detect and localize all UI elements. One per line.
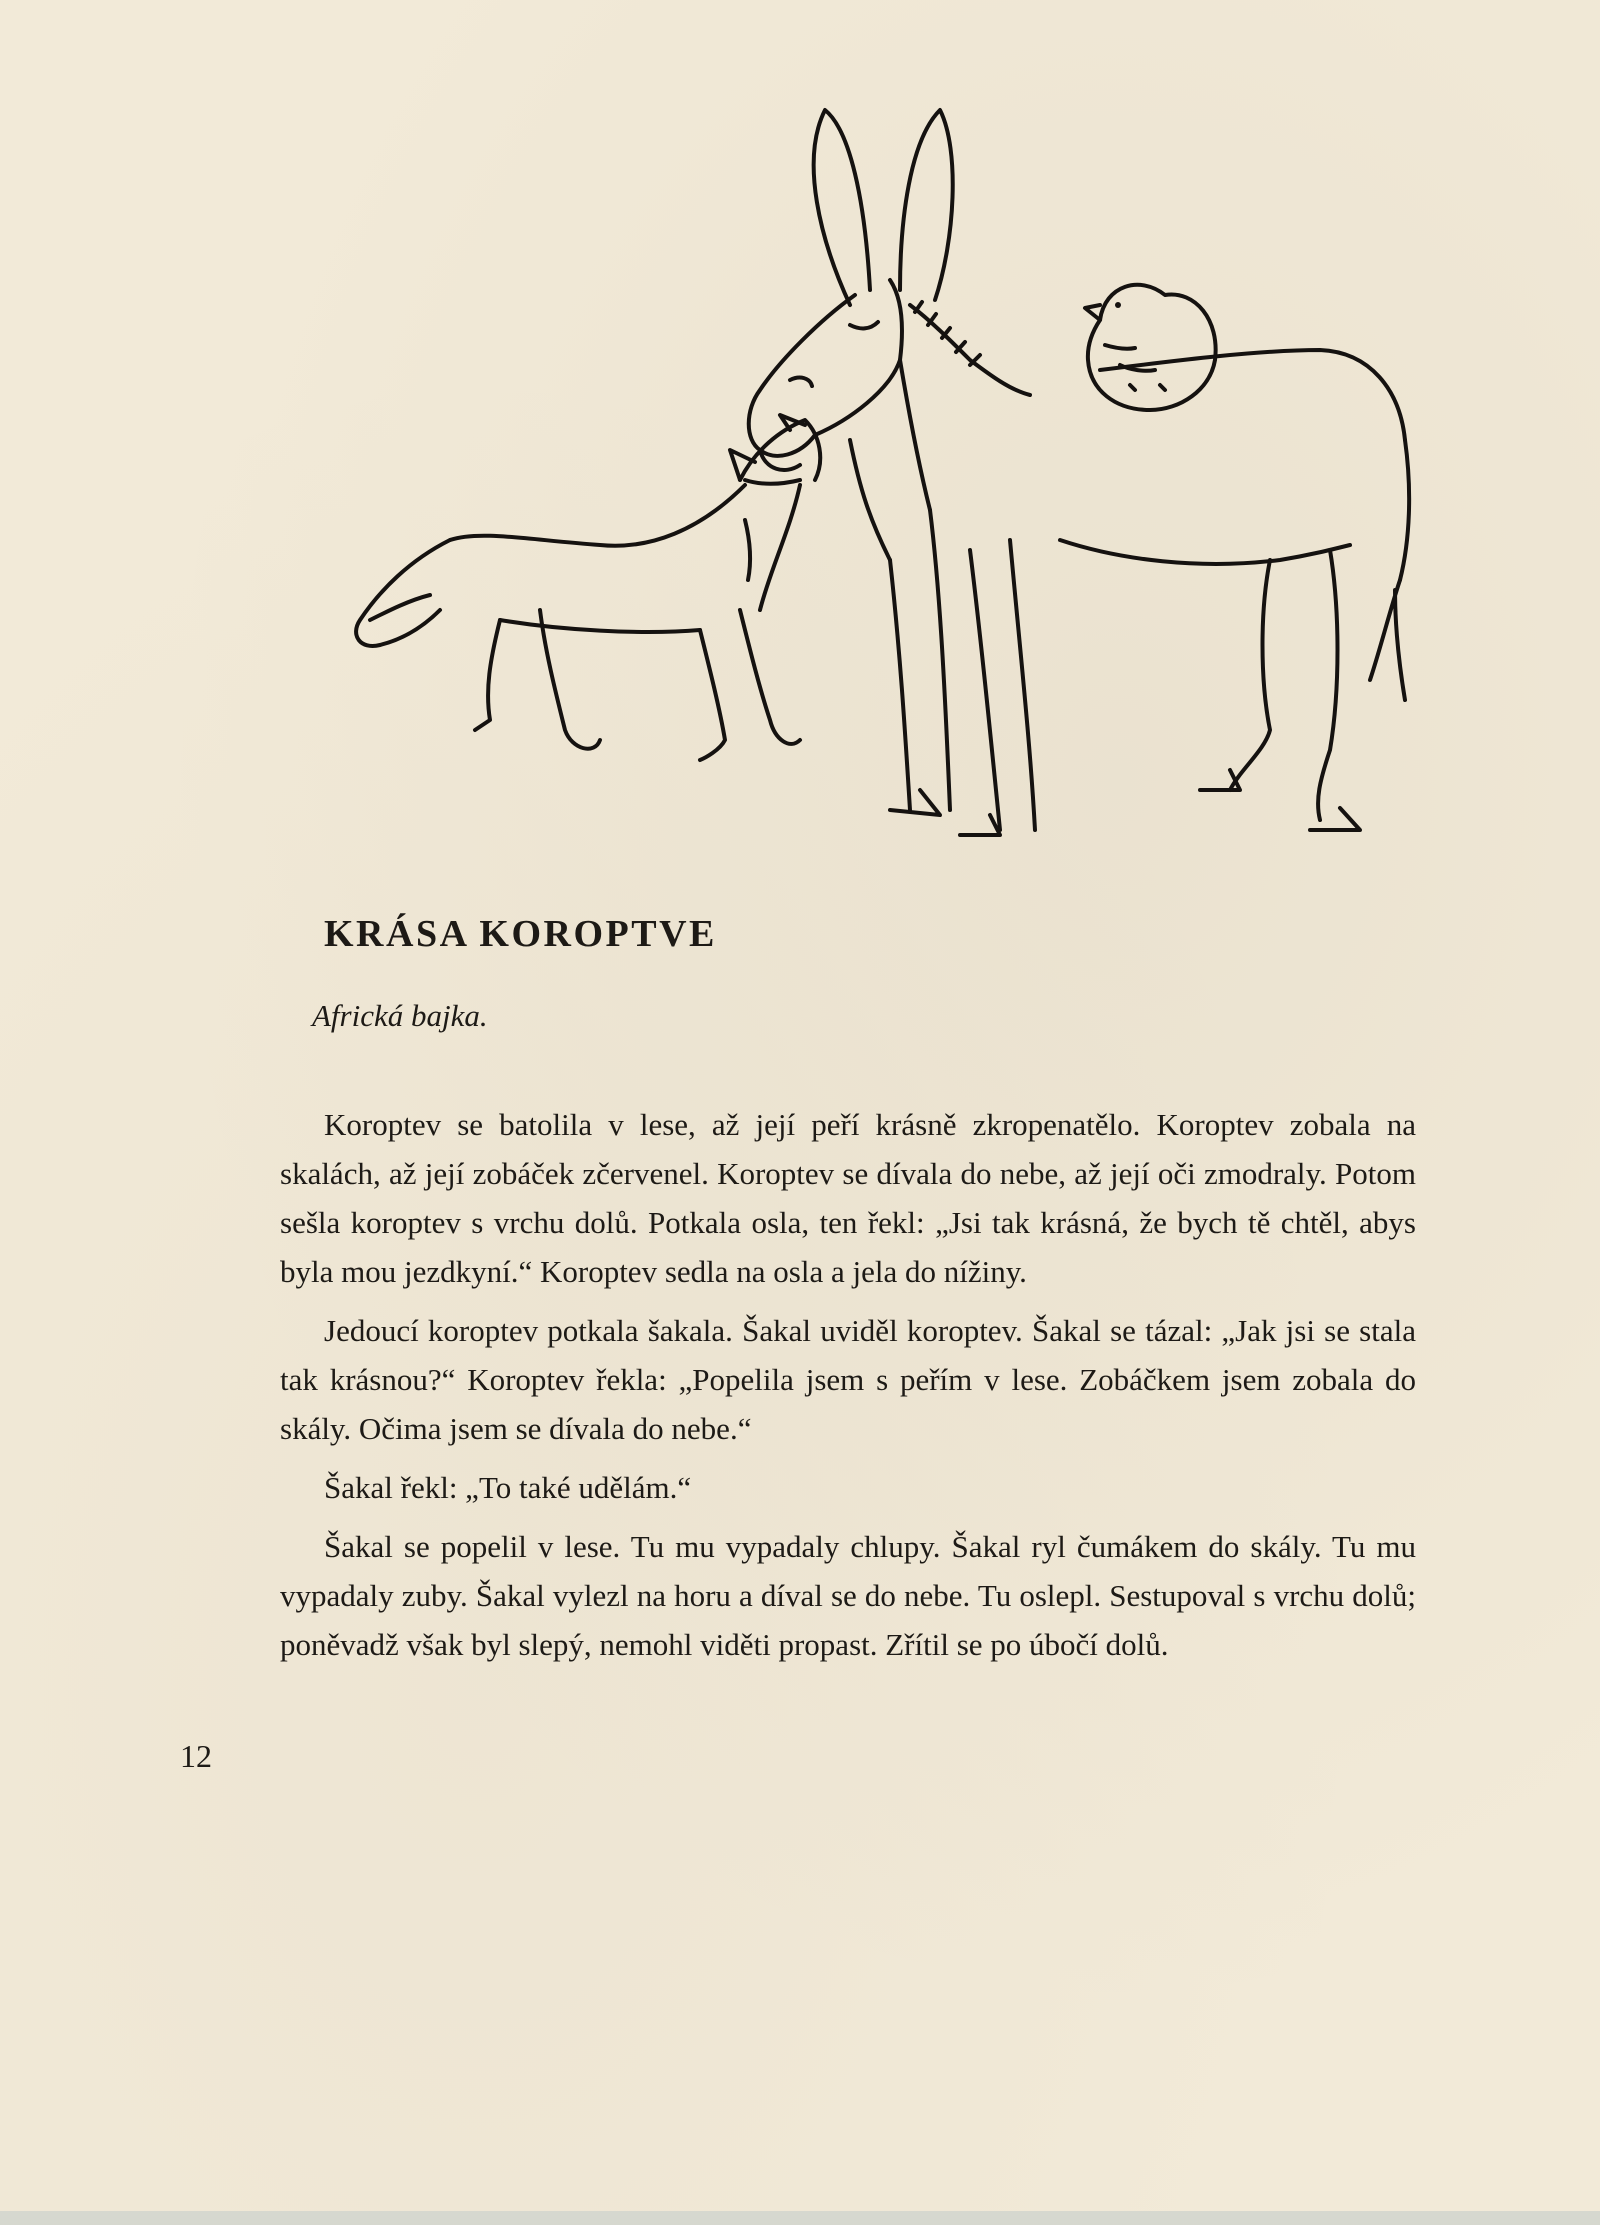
jackal-drawing xyxy=(356,415,820,760)
paragraph: Šakal řekl: „To také udělám.“ xyxy=(324,1470,692,1505)
story-title: KRÁSA KOROPTVE xyxy=(324,913,717,955)
story-subtitle: Africká bajka. xyxy=(312,998,488,1033)
story-body xyxy=(280,1100,1416,1679)
scan-edge-strip xyxy=(0,2211,1600,2225)
paragraph: Šakal se popelil v lese. Tu mu vypadaly chlupy. Šakal ryl čumákem do skály. Tu mu vypadaly zuby. Šakal vylezl na horu a díval se do nebe. Tu oslepl. Sestupoval s vrchu dolů; poněvadž však byl slepý, nemohl viděti propast. Zřítil se po úbočí dolů. xyxy=(280,1529,1416,1662)
donkey-drawing xyxy=(749,110,1409,835)
page-number: 12 xyxy=(180,1738,212,1774)
paragraph: Jedoucí koroptev potkala šakala. Šakal uviděl koroptev. Šakal se tázal: „Jak jsi se stala tak krásnou?“ Koroptev řekla: „Popelila jsem s peřím v lese. Zobáčkem jsem zobala do skály. Očima jsem se dívala do nebe.“ xyxy=(280,1313,1416,1446)
illustration-donkey-jackal-partridge xyxy=(200,90,1440,890)
partridge-drawing xyxy=(1085,285,1216,410)
paragraph: Koroptev se batolila v lese, až její peří krásně zkropenatělo. Koroptev zobala na skalách, až její zobáček zčervenel. Koroptev se dívala do nebe, až její oči zmodraly. Potom sešla koroptev s vrchu dolů. Potkala osla, ten řekl: „Jsi tak krásná, že bych tě chtěl, abys byla mou jezdkyní.“ Koroptev sedla na osla a jela do nížiny. xyxy=(280,1107,1416,1289)
